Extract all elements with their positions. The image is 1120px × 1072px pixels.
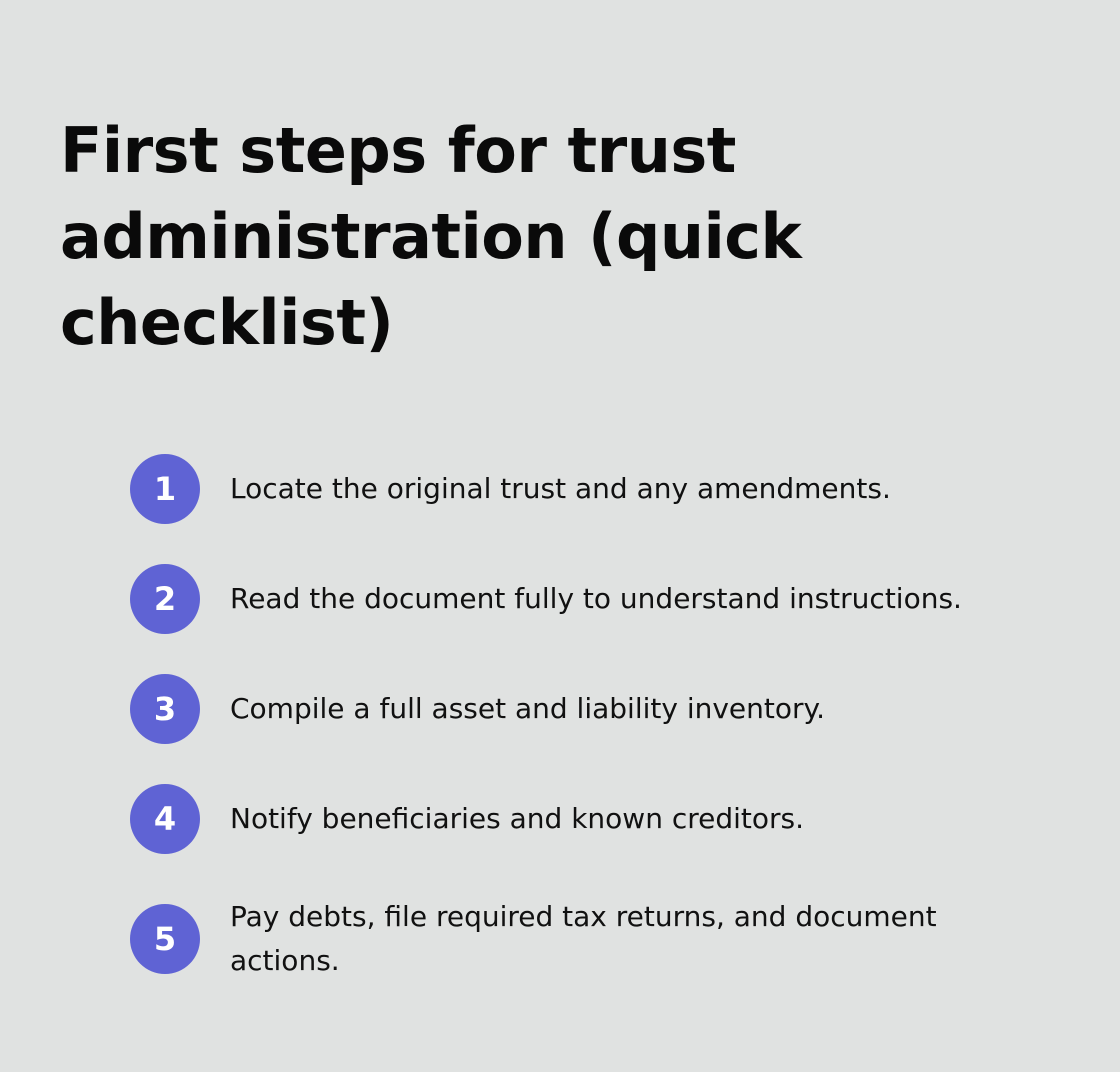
step-number-badge: 4 (130, 784, 200, 854)
checklist-step-4 (130, 784, 1050, 854)
checklist-step-5 (130, 900, 1050, 977)
checklist-step-1 (130, 454, 1050, 524)
step-text: Compile a full asset and liability inventory. (230, 692, 825, 725)
step-text: Read the document fully to understand instructions. (230, 582, 962, 615)
page-title: First steps for trust administration (quick checklist) (60, 114, 802, 359)
step-text: Pay debts, file required tax returns, and document actions. (230, 900, 937, 977)
step-number-badge: 1 (130, 454, 200, 524)
step-number-badge: 5 (130, 904, 200, 974)
step-text: Notify beneficiaries and known creditors. (230, 802, 805, 835)
step-number-badge: 3 (130, 674, 200, 744)
step-text: Locate the original trust and any amendments. (230, 472, 891, 505)
step-number-badge: 2 (130, 564, 200, 634)
checklist-step-2 (130, 564, 1050, 634)
checklist-step-3 (130, 674, 1050, 744)
